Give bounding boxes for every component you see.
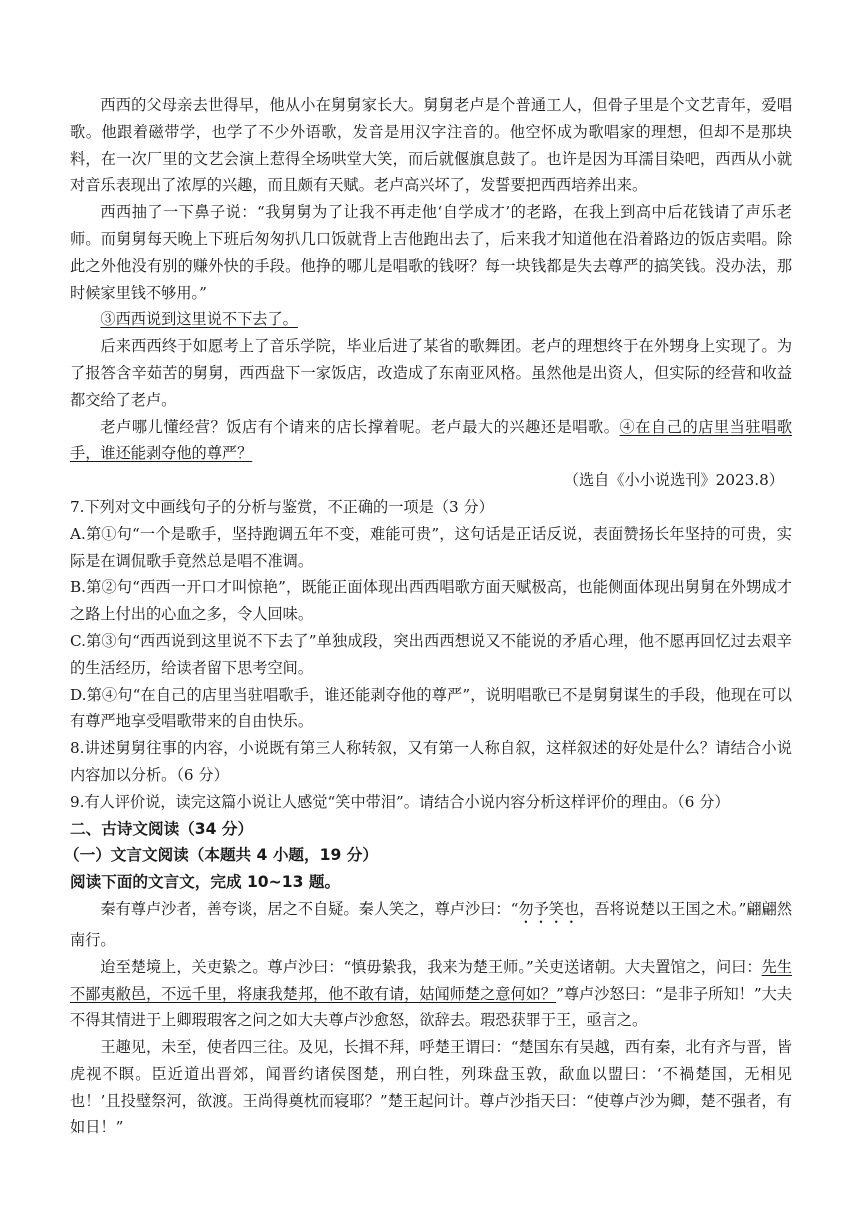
question-7-option-d: D.第④句“在自己的店里当驻唱歌手，谁还能剥夺他的尊严”，说明唱歌已不是舅舅谋生的手段，他现在可以有尊严地享受唱歌带来的自由快乐。 <box>70 685 792 731</box>
section-2-subheading: （一）文言文阅读（本题共 4 小题，19 分） <box>64 846 378 865</box>
classical-paragraph-2-start: 迨至楚境上，关吏絷之。尊卢沙曰：“慎毋絷我，我来为楚王师。”关吏送诸朝。大夫置馆之，问曰： <box>100 957 762 976</box>
question-7-option-b: B.第②句“西西一开口才叫惊艳”，既能正面体现出西西唱歌方面天赋极高，也能侧面体现出舅舅在外甥成才之路上付出的心血之多，令人回味。 <box>70 578 792 624</box>
question-9: 9.有人评价说，读完这篇小说让人感觉“笑中带泪”。请结合小说内容分析这样评价的理由。（6 分） <box>70 792 730 811</box>
underlined-sentence-3: ③西西说到这里说不下去了。 <box>100 310 298 329</box>
classical-paragraph-1-start: 秦有尊卢沙者，善夸谈，居之不自疑。秦人笑之，尊卢沙曰：“ <box>100 899 519 918</box>
underlined-sentence-4: ④在自己的店里当驻唱歌手，谁还能剥夺他的尊严？ <box>70 417 793 463</box>
question-7: 7.下列对文中画线句子的分析与鉴赏，不正确的一项是（3 分） <box>70 497 494 516</box>
classical-paragraph-1 <box>70 896 792 954</box>
question-7-option-c: C.第③句“西西说到这里说不下去了”单独成段，突出西西想说又不能说的矛盾心理，他不愿再回忆过去艰辛的生活经历，给读者留下思考空间。 <box>70 631 792 677</box>
story-paragraph-5-text: 老卢哪儿懂经营？饭店有个请来的店长撑着呢。老卢最大的兴趣还是唱歌。 <box>100 417 620 436</box>
section-2-heading: 二、古诗文阅读（34 分） <box>70 819 254 838</box>
story-paragraph-3 <box>70 306 792 333</box>
story-source: （选自《小小说选刊》2023.8） <box>563 471 784 490</box>
document-page <box>64 92 793 1141</box>
classical-paragraph-3: 王趣见，未至，使者四三往。及见，长揖不拜，呼楚王谓曰：“楚国东有吴越，西有秦，北有齐与晋，皆虎视不瞑。臣近道出晋郊，闻晋约诸侯图楚，刑白牲，列珠盘玉敦，歃血以盟曰：‘不禍楚国，无相见也！’且投璧祭河，欲渡。王尚得奠枕而寝耶？”楚王起问计。尊卢沙指天曰：“使尊卢沙为卿，楚不强者，有如日！” <box>70 1038 792 1137</box>
question-8: 8.讲述舅舅往事的内容，小说既有第三人称转叙，又有第一人称自叙，这样叙述的好处是什么？请结合小说内容加以分析。（6 分） <box>70 739 792 784</box>
classical-paragraph-2-end: ”尊卢沙怒曰：“是非子所知！”大夫不得其情进于上卿瑕瑕客之问之如大夫尊卢沙愈怒，欲辞去。瑕恐获罪于王，亟言之。 <box>70 984 793 1030</box>
story-paragraph-1: 西西的父母亲去世得早，他从小在舅舅家长大。舅舅老卢是个普通工人，但骨子里是个文艺青年，爱唱歌。他跟着磁带学，也学了不少外语歌，发音是用汉字注音的。他空怀成为歌唱家的理想，但却不是那块料，在一次厂里的文艺会演上惹得全场哄堂大笑，而后就偃旗息鼓了。也许是因为耳濡目染吧，西西从小就对音乐表现出了浓厚的兴趣，而且颇有天赋。老卢高兴坏了，发誓要把西西培养出来。 <box>70 96 792 195</box>
underlined-classical-sentence: 先生不鄙夷敝邑，不远千里，将康我楚邦，他不敢有请，姑闻师楚之意何如？ <box>70 957 793 1003</box>
story-paragraph-5 <box>70 414 792 468</box>
story-paragraph-2: 西西抽了一下鼻子说：“我舅舅为了让我不再走他‘自学成才’的老路，在我上到高中后花钱请了声乐老师。而舅舅每天晚上下班后匆匆扒几口饭就背上吉他跑出去了，后来我才知道他在沿着路边的饭店卖唱。除此之外他没有别的赚外快的手段。他挣的哪儿是唱歌的钱呀？每一块钱都是失去尊严的搞笑钱。没办法，那时候家里钱不够用。” <box>70 203 792 302</box>
classical-paragraph-2 <box>70 954 792 1034</box>
section-2-instruction: 阅读下面的文言文，完成 10~13 题。 <box>70 873 341 892</box>
dotted-phrase: 勿予笑也 <box>518 899 580 918</box>
classical-paragraph-1-end: ，吾将说楚以王国之术。”翩翩然南行。 <box>70 899 793 949</box>
story-paragraph-4: 后来西西终于如愿考上了音乐学院，毕业后进了某省的歌舞团。老卢的理想终于在外甥身上实现了。为了报答含辛茹苦的舅舅，西西盘下一家饭店，改造成了东南亚风格。虽然他是出资人，但实际的经营和收益都交给了老卢。 <box>70 337 792 409</box>
question-7-option-a: A.第①句“一个是歌手，坚持跑调五年不变，难能可贵”，这句话是正话反说，表面赞扬长年坚持的可贵，实际是在调侃歌手竟然总是唱不准调。 <box>70 524 792 570</box>
